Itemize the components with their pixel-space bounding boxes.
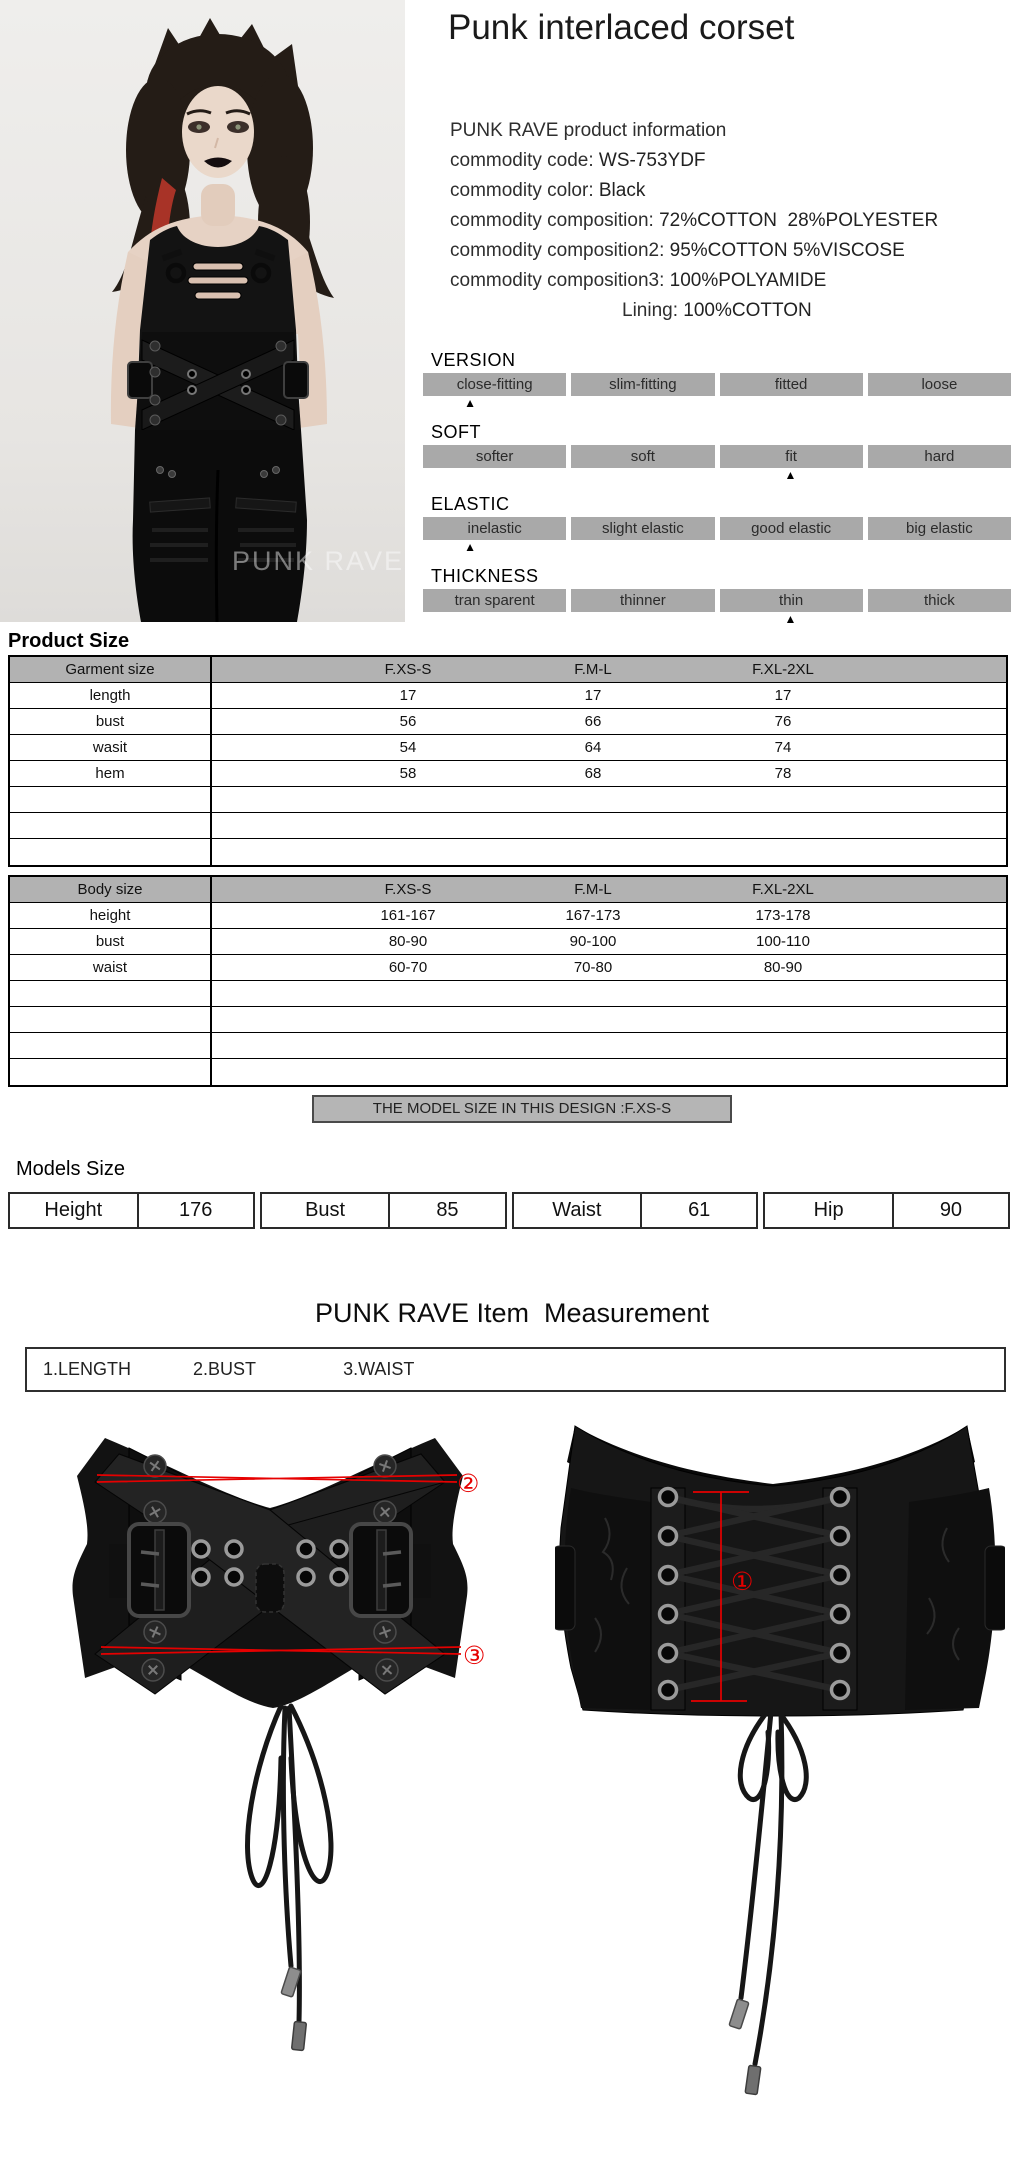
table-cell [678, 787, 888, 812]
info-value: 100%POLYAMIDE [664, 270, 827, 291]
table-cell: 56 [399, 713, 417, 730]
header-cell [888, 657, 1006, 682]
table-cell: 173-178 [755, 907, 811, 924]
table-cell [888, 761, 1006, 786]
attr-section-version [423, 350, 1011, 422]
attr-options-row [423, 589, 1011, 612]
table-cell: 167-173 [565, 907, 621, 924]
models-size-heading: Models Size [16, 1158, 125, 1180]
model-measure-label: Hip [765, 1194, 894, 1227]
table-empty-row [10, 787, 1006, 813]
table-row [10, 929, 1006, 955]
info-value: WS-753YDF [593, 150, 706, 171]
model-corset-belt [128, 332, 308, 430]
model-measure-label: Height [10, 1194, 139, 1227]
garment-size-table [8, 655, 1008, 867]
models-size-row [8, 1192, 1010, 1229]
attr-option: thinner [571, 589, 714, 612]
length-annotation: ① [731, 1567, 754, 1596]
product-info-line [450, 176, 1015, 206]
header-cell: Body size [10, 877, 212, 902]
table-empty-row [10, 981, 1006, 1007]
table-cell: length [10, 683, 212, 708]
info-label: commodity composition: [450, 210, 654, 231]
table-cell [10, 813, 212, 838]
attr-options-row [423, 445, 1011, 468]
model-measure-value: 61 [688, 1199, 711, 1221]
table-cell [212, 903, 308, 928]
info-value: 72%COTTON 28%POLYESTER [653, 210, 939, 231]
measurement-heading: PUNK RAVE Item Measurement [314, 1298, 710, 1328]
table-cell [308, 981, 508, 1006]
lace-aglet [729, 1999, 749, 2029]
table-cell [212, 839, 308, 865]
table-empty-row [10, 813, 1006, 839]
table-cell [678, 1059, 888, 1085]
table-cell [888, 955, 1006, 980]
table-cell: 17 [774, 687, 792, 704]
header-cell: F.M-L [574, 661, 612, 678]
table-row [10, 709, 1006, 735]
table-cell [10, 1033, 212, 1058]
selected-marker: ▲ [464, 396, 476, 410]
table-cell [888, 929, 1006, 954]
table-cell: 17 [584, 687, 602, 704]
table-cell [212, 955, 308, 980]
table-empty-row [10, 1033, 1006, 1059]
header-cell [212, 657, 308, 682]
product-info-block [450, 116, 1015, 326]
table-cell [888, 813, 1006, 838]
back-laces [729, 1712, 806, 2095]
table-cell [212, 787, 308, 812]
header-cell: F.XS-S [384, 881, 432, 898]
model-measure-value: 90 [939, 1199, 963, 1221]
lace-aglet [745, 2065, 761, 2094]
attr-option: tran sparent [423, 589, 566, 612]
buckle-nub-left [555, 1546, 575, 1630]
product-info-line [450, 296, 1015, 326]
table-cell: 80-90 [763, 959, 803, 976]
table-cell [508, 1007, 678, 1032]
attr-section-soft [423, 422, 1011, 494]
table-cell [212, 813, 308, 838]
table-cell [212, 709, 308, 734]
info-label: commodity composition2: [450, 240, 665, 261]
attr-label: ELASTIC [431, 494, 510, 514]
table-row [10, 761, 1006, 787]
table-row [10, 735, 1006, 761]
buckle-nub-right [985, 1546, 1005, 1630]
product-info-heading: PUNK RAVE product information [450, 120, 727, 141]
table-cell [10, 1007, 212, 1032]
attr-option: loose [868, 373, 1011, 396]
table-cell [678, 1033, 888, 1058]
measurement-legend-box [25, 1347, 1006, 1392]
attr-option: slight elastic [571, 517, 714, 540]
table-cell [308, 839, 508, 865]
product-info-line [450, 236, 1015, 266]
table-cell [508, 981, 678, 1006]
table-cell: waist [10, 955, 212, 980]
table-cell [308, 1033, 508, 1058]
side-panel-right [905, 1488, 995, 1710]
table-row [10, 903, 1006, 929]
header-cell: F.M-L [574, 881, 612, 898]
legend-item: 3.WAIST [343, 1359, 415, 1379]
corset-front-illustration [55, 1418, 485, 2168]
header-cell: F.XL-2XL [752, 881, 814, 898]
attr-section-thickness [423, 566, 1011, 638]
table-cell: 100-110 [756, 933, 810, 950]
table-cell [508, 1059, 678, 1085]
table-cell [888, 709, 1006, 734]
model-measure-label: Waist [514, 1194, 643, 1227]
attr-option: thick [868, 589, 1011, 612]
attr-option: fitted [720, 373, 863, 396]
table-empty-row [10, 839, 1006, 865]
attr-option: big elastic [868, 517, 1011, 540]
selected-marker: ▲ [464, 540, 476, 554]
header-cell: F.XS-S [384, 661, 432, 678]
table-cell [888, 1033, 1006, 1058]
legend-item: 1.LENGTH [43, 1359, 132, 1379]
table-cell [212, 1007, 308, 1032]
header-cell: F.XL-2XL [752, 661, 814, 678]
model-measure-label: Bust [262, 1194, 391, 1227]
table-cell [888, 787, 1006, 812]
product-info-line [450, 146, 1015, 176]
table-cell [888, 735, 1006, 760]
table-cell: 68 [584, 765, 602, 782]
table-cell: bust [10, 709, 212, 734]
table-cell [508, 1033, 678, 1058]
table-cell: 80-90 [388, 933, 428, 950]
model-size-note-bar: THE MODEL SIZE IN THIS DESIGN :F.XS-S [312, 1095, 732, 1123]
table-cell: 17 [399, 687, 417, 704]
product-info-line [450, 206, 1015, 236]
info-label: commodity color: [450, 180, 594, 201]
attr-option: close-fitting [423, 373, 566, 396]
table-cell [888, 1007, 1006, 1032]
attr-label: THICKNESS [431, 566, 539, 586]
model-pants [133, 430, 307, 622]
table-row [10, 683, 1006, 709]
table-cell: 76 [774, 713, 792, 730]
table-cell [308, 813, 508, 838]
table-cell: bust [10, 929, 212, 954]
table-cell: 54 [399, 739, 417, 756]
attr-section-elastic [423, 494, 1011, 566]
eyelet-band-left [651, 1488, 685, 1710]
table-cell [508, 813, 678, 838]
header-cell: Garment size [10, 657, 212, 682]
table-cell [10, 981, 212, 1006]
bust-annotation: ② [457, 1469, 480, 1498]
table-cell [308, 1007, 508, 1032]
table-cell [212, 683, 308, 708]
header-cell [888, 877, 1006, 902]
attr-label: SOFT [431, 422, 481, 442]
attr-option: good elastic [720, 517, 863, 540]
header-cell [212, 877, 308, 902]
table-cell: wasit [10, 735, 212, 760]
table-cell [678, 813, 888, 838]
table-cell: 64 [584, 739, 602, 756]
table-header-row [10, 877, 1006, 903]
photo-watermark: PUNK RAVE [232, 546, 405, 576]
corset-back-illustration [555, 1418, 1005, 2173]
table-cell [508, 839, 678, 865]
attr-option: soft [571, 445, 714, 468]
table-cell: 90-100 [569, 933, 617, 950]
table-empty-row [10, 1059, 1006, 1085]
info-label: commodity code: [450, 150, 594, 171]
attr-option: hard [868, 445, 1011, 468]
lace-aglet [292, 2021, 307, 2050]
table-header-row [10, 657, 1006, 683]
table-cell: 78 [774, 765, 792, 782]
model-measure-value: 85 [436, 1199, 459, 1221]
table-cell: hem [10, 761, 212, 786]
table-cell [212, 981, 308, 1006]
attribute-sections [423, 350, 1011, 638]
model-measure-value: 176 [179, 1199, 213, 1221]
attr-option: softer [423, 445, 566, 468]
front-laces [248, 1706, 331, 2051]
attr-option: slim-fitting [571, 373, 714, 396]
table-cell [10, 787, 212, 812]
table-cell [308, 787, 508, 812]
side-panel-left [565, 1488, 655, 1710]
page-title: Punk interlaced corset [448, 8, 795, 47]
attr-option: fit [720, 445, 863, 468]
legend-item: 2.BUST [193, 1359, 257, 1379]
table-cell: 74 [774, 739, 792, 756]
table-cell [212, 761, 308, 786]
table-cell: height [10, 903, 212, 928]
attr-options-row [423, 373, 1011, 396]
table-cell [10, 1059, 212, 1085]
selected-marker: ▲ [784, 468, 797, 482]
info-value: 95%COTTON 5%VISCOSE [664, 240, 905, 261]
table-cell [212, 1059, 308, 1085]
model-measure-box [260, 1192, 507, 1229]
info-label: commodity composition3: [450, 270, 665, 291]
info-value: Black [593, 180, 646, 201]
table-cell [888, 981, 1006, 1006]
eyelet-band-right [823, 1488, 857, 1710]
product-info-line [450, 266, 1015, 296]
table-cell [308, 1059, 508, 1085]
table-cell [888, 1059, 1006, 1085]
attr-option: inelastic [423, 517, 566, 540]
attr-option: thin [720, 589, 863, 612]
table-empty-row [10, 1007, 1006, 1033]
table-cell: 70-80 [573, 959, 613, 976]
info-label: Lining: [622, 300, 678, 321]
table-cell: 58 [399, 765, 417, 782]
attr-label: VERSION [431, 350, 516, 370]
info-value: 100%COTTON [678, 300, 812, 321]
table-cell [212, 929, 308, 954]
corset-center-patch [256, 1564, 284, 1612]
table-cell: 66 [584, 713, 602, 730]
table-cell [888, 683, 1006, 708]
selected-marker: ▲ [784, 612, 797, 626]
table-cell [212, 735, 308, 760]
waist-annotation: ③ [463, 1641, 485, 1670]
table-cell [678, 981, 888, 1006]
table-cell [508, 787, 678, 812]
table-row [10, 955, 1006, 981]
model-measure-box [8, 1192, 255, 1229]
attr-options-row [423, 517, 1011, 540]
table-cell: 161-167 [380, 907, 436, 924]
product-size-heading: Product Size [8, 630, 130, 652]
model-photo [0, 0, 405, 622]
table-cell [10, 839, 212, 865]
table-cell [212, 1033, 308, 1058]
model-measure-box [763, 1192, 1010, 1229]
body-size-table [8, 875, 1008, 1087]
table-cell: 60-70 [388, 959, 428, 976]
model-measure-box [512, 1192, 759, 1229]
table-cell [888, 903, 1006, 928]
table-cell [888, 839, 1006, 865]
table-cell [678, 839, 888, 865]
table-cell [678, 1007, 888, 1032]
